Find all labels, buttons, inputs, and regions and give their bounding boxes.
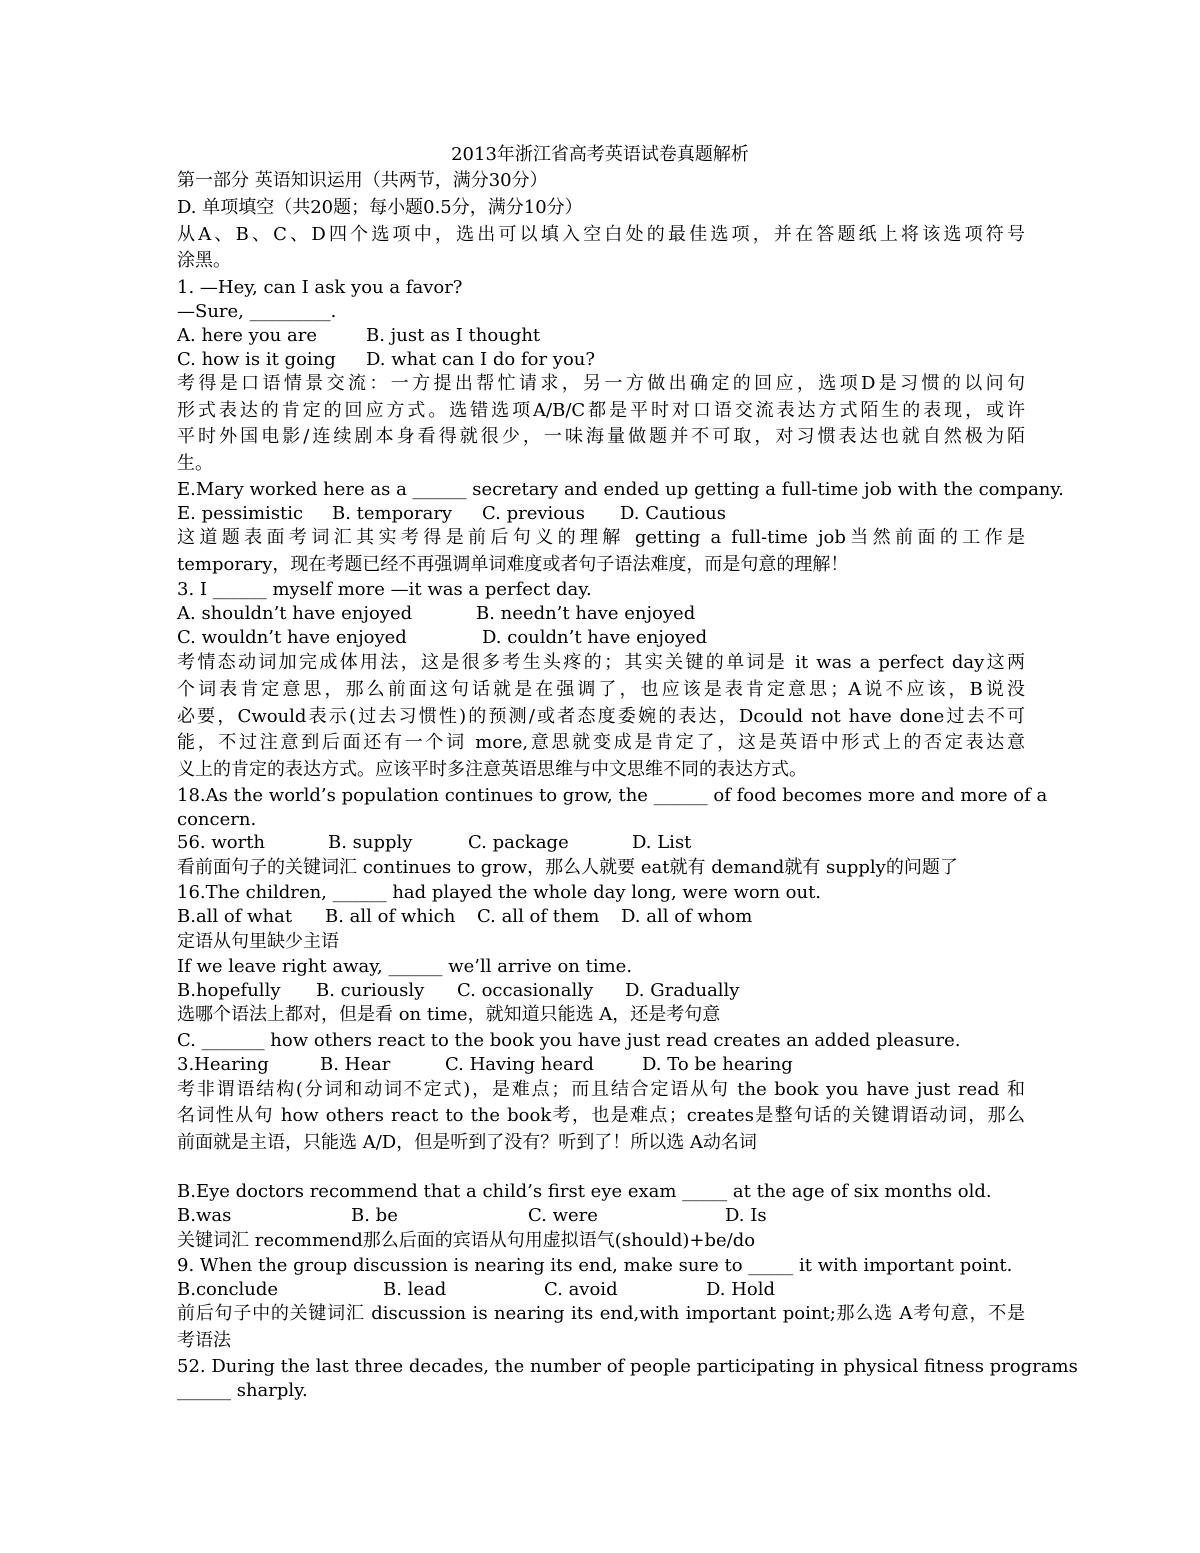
options-row xyxy=(177,979,1025,1003)
option: C. previous xyxy=(482,503,585,524)
explanation-line: 形式表达的肯定的回应方式。选错选项A/B/C都是平时对口语交流表达方式陌生的表现，或许 xyxy=(177,400,1025,421)
option: B. supply xyxy=(328,832,413,853)
options-row xyxy=(177,626,1025,650)
explanation-line: 前后句子中的关键词汇 discussion is nearing its end,with important point;那么选 A考句意，不是 xyxy=(177,1303,1025,1324)
option: D. Cautious xyxy=(620,503,726,524)
question-line: 1. —Hey, can I ask you a favor? xyxy=(177,277,463,298)
question-line: —Sure, _________. xyxy=(177,301,337,322)
explanation-line: 名词性从句 how others react to the book考，也是难点；creates是整句话的关键谓语动词，那么 xyxy=(177,1105,1025,1126)
option: B.all of what xyxy=(177,906,293,927)
instruction-line: 涂黑。 xyxy=(177,250,231,271)
option: C. wouldn’t have enjoyed xyxy=(177,627,407,648)
option: C. were xyxy=(528,1205,598,1226)
explanation-line: 看前面句子的关键词汇 continues to grow，那么人就要 eat就有 demand就有 supply的问题了 xyxy=(177,857,958,878)
explanation-line: 关键词汇 recommend那么后面的宾语从句用虚拟语气(should)+be/do xyxy=(177,1230,756,1251)
option: B. lead xyxy=(383,1279,447,1300)
option: B.was xyxy=(177,1205,232,1226)
question-line: 18.As the world’s population continues to grow, the ______ of food becomes more and more of a xyxy=(177,785,1048,806)
explanation-line: 义上的肯定的表达方式。应该平时多注意英语思维与中文思维不同的表达方式。 xyxy=(177,759,807,780)
option: 56. worth xyxy=(177,832,266,853)
option: C. Having heard xyxy=(445,1054,594,1075)
explanation-line: 考语法 xyxy=(177,1330,231,1351)
explanation-line: temporary，现在考题已经不再强调单词难度或者句子语法难度，而是句意的理解！ xyxy=(177,554,849,575)
options-row xyxy=(177,905,1025,929)
explanation-line: 选哪个语法上都对，但是看 on time，就知道只能选 A，还是考句意 xyxy=(177,1004,721,1025)
options-row xyxy=(177,1204,1025,1228)
option: B. all of which xyxy=(325,906,456,927)
option: D. List xyxy=(632,832,692,853)
option: 3.Hearing xyxy=(177,1054,269,1075)
option: D. couldn’t have enjoyed xyxy=(482,627,708,648)
explanation-line: 这道题表面考词汇其实考得是前后句义的理解 getting a full-time job当然前面的工作是 xyxy=(177,527,1025,548)
explanation-line: 必要，Cwould表示(过去习惯性)的预测/或者态度委婉的表达，Dcould not have done过去不可 xyxy=(177,706,1025,727)
explanation-line: 能，不过注意到后面还有一个词 more,意思就变成是肯定了，这是英语中形式上的否定表达意 xyxy=(177,732,1025,753)
question-line: 9. When the group discussion is nearing its end, make sure to _____ it with important point. xyxy=(177,1255,1013,1276)
option: B. just as I thought xyxy=(366,325,541,346)
option: D. To be hearing xyxy=(642,1054,793,1075)
options-row xyxy=(177,502,1025,526)
explanation-line: 考得是口语情景交流：一方提出帮忙请求，另一方做出确定的回应，选项D是习惯的以问句 xyxy=(177,373,1025,394)
option: C. all of them xyxy=(477,906,600,927)
option: B. temporary xyxy=(332,503,453,524)
question-line: C. _______ how others react to the book you have just read creates an added pleasure. xyxy=(177,1030,961,1051)
question-line: B.Eye doctors recommend that a child’s first eye exam _____ at the age of six months old. xyxy=(177,1181,992,1202)
question-line: concern. xyxy=(177,809,257,830)
options-row xyxy=(177,1053,1025,1077)
option: C. avoid xyxy=(544,1279,618,1300)
option: C. occasionally xyxy=(457,980,594,1001)
question-line: 3. I ______ myself more —it was a perfect day. xyxy=(177,579,592,600)
option: D. all of whom xyxy=(621,906,753,927)
options-row xyxy=(177,1278,1025,1302)
option: B.hopefully xyxy=(177,980,281,1001)
option: A. here you are xyxy=(177,325,317,346)
question-line: E.Mary worked here as a ______ secretary and ended up getting a full-time job with the company. xyxy=(177,479,1064,500)
page-title: 2013年浙江省高考英语试卷真题解析 xyxy=(451,144,749,165)
options-row xyxy=(177,324,1025,348)
option: D. Hold xyxy=(706,1279,776,1300)
option: E. pessimistic xyxy=(177,503,304,524)
explanation-line: 定语从句里缺少主语 xyxy=(177,931,339,952)
option: C. how is it going xyxy=(177,349,336,370)
option: B. needn’t have enjoyed xyxy=(476,603,696,624)
question-line: 52. During the last three decades, the number of people participating in physical fitness programs xyxy=(177,1356,1078,1377)
question-line: If we leave right away, ______ we’ll arrive on time. xyxy=(177,956,633,977)
options-row xyxy=(177,602,1025,626)
question-line: ______ sharply. xyxy=(177,1380,308,1401)
explanation-line: 平时外国电影/连续剧本身看得就很少，一味海量做题并不可取，对习惯表达也就自然极为陌 xyxy=(177,426,1025,447)
option: C. package xyxy=(468,832,569,853)
explanation-line: 个词表肯定意思，那么前面这句话就是在强调了，也应该是表肯定意思；A说不应该，B说没 xyxy=(177,679,1025,700)
option: A. shouldn’t have enjoyed xyxy=(177,603,413,624)
section-heading: 第一部分 英语知识运用（共两节，满分30分） xyxy=(177,170,548,191)
explanation-line: 生。 xyxy=(177,453,213,474)
explanation-line: 前面就是主语，只能选 A/D，但是听到了没有？听到了！所以选 A动名词 xyxy=(177,1132,757,1153)
option: D. Gradually xyxy=(625,980,740,1001)
option: D. Is xyxy=(725,1205,767,1226)
option: B. be xyxy=(351,1205,398,1226)
option: B. Hear xyxy=(320,1054,391,1075)
option: B.conclude xyxy=(177,1279,279,1300)
options-row xyxy=(177,831,1025,855)
explanation-line: 考非谓语结构(分词和动词不定式)，是难点；而且结合定语从句 the book you have just read 和 xyxy=(177,1079,1025,1100)
question-line: 16.The children, ______ had played the whole day long, were worn out. xyxy=(177,882,822,903)
option: D. what can I do for you? xyxy=(366,349,596,370)
options-row xyxy=(177,348,1025,372)
option: B. curiously xyxy=(316,980,425,1001)
explanation-line: 考情态动词加完成体用法，这是很多考生头疼的；其实关键的单词是 it was a perfect day这两 xyxy=(177,652,1025,673)
instruction-line: 从A、B、C、D四个选项中，选出可以填入空白处的最佳选项，并在答题纸上将该选项符号 xyxy=(177,224,1025,245)
subsection-heading: D. 单项填空（共20题；每小题0.5分，满分10分） xyxy=(177,197,583,218)
